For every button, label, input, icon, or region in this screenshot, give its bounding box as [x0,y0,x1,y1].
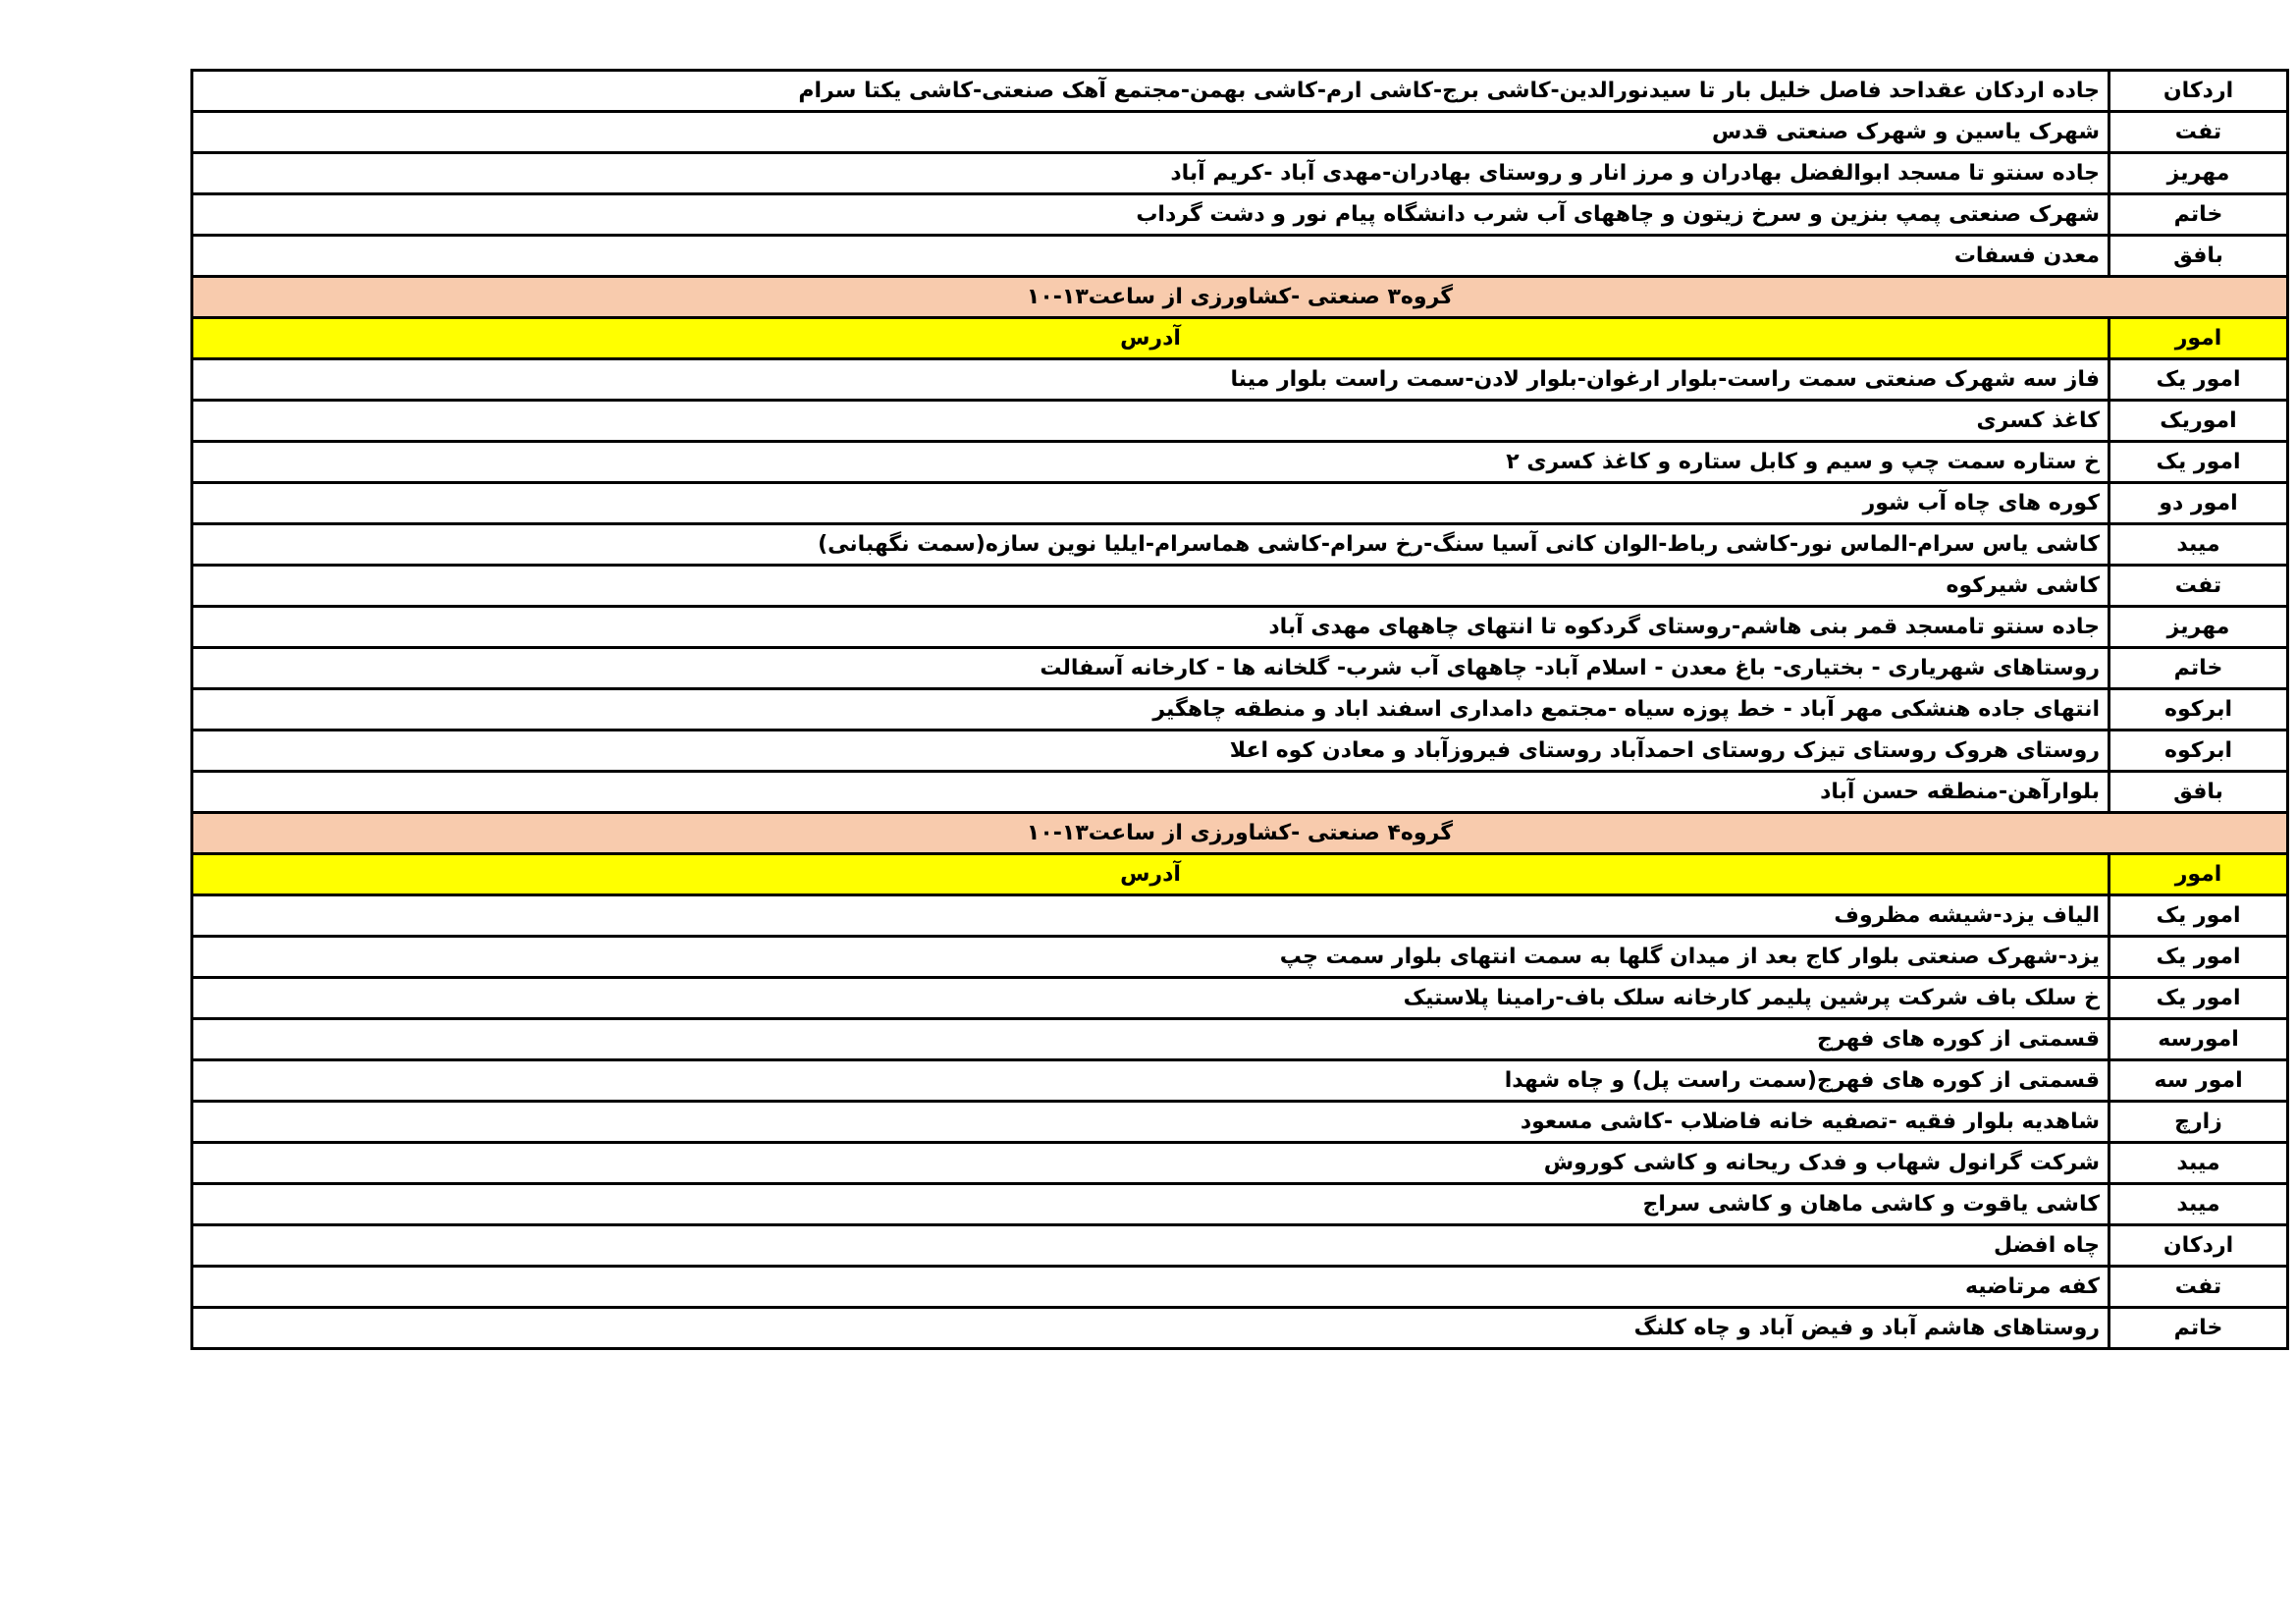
area-cell: امور یک [2109,978,2288,1019]
address-cell: معدن فسفات [192,236,2109,277]
table-row [192,648,2288,689]
address-cell: جاده اردکان عقداحد فاصل خلیل بار تا سیدنورالدین-کاشی برج-کاشی ارم-کاشی بهمن-مجتمع آهک صنعتی-کاشی یکتا سرام [192,71,2109,112]
table-row [192,112,2288,153]
column-header-address: آدرس [192,318,2109,359]
address-cell: کوره های چاه آب شور [192,483,2109,524]
area-cell: امور یک [2109,937,2288,978]
address-cell: شهرک یاسین و شهرک صنعتی قدس [192,112,2109,153]
area-cell: امورسه [2109,1019,2288,1060]
table-row [192,1184,2288,1225]
area-cell: ابرکوه [2109,731,2288,772]
address-cell: خ سلک باف شرکت پرشین پلیمر کارخانه سلک باف-رامینا پلاستیک [192,978,2109,1019]
table-row [192,359,2288,401]
schedule-body [192,71,2288,1349]
table-row [192,194,2288,236]
table-row [192,442,2288,483]
area-cell: میبد [2109,1184,2288,1225]
area-cell: اردکان [2109,71,2288,112]
area-cell: ابرکوه [2109,689,2288,731]
address-cell: خ ستاره سمت چپ و سیم و کابل ستاره و کاغذ کسری ۲ [192,442,2109,483]
outage-schedule-table [190,69,2289,1350]
area-cell: امور سه [2109,1060,2288,1102]
area-cell: تفت [2109,566,2288,607]
area-cell: بافق [2109,236,2288,277]
address-cell: شرکت گرانول شهاب و فدک ریحانه و کاشی کوروش [192,1143,2109,1184]
column-header-area: امور [2109,854,2288,895]
area-cell: بافق [2109,772,2288,813]
table-row [192,524,2288,566]
table-row [192,731,2288,772]
area-cell: خاتم [2109,1308,2288,1349]
area-cell: اردکان [2109,1225,2288,1267]
table-row [192,895,2288,937]
address-cell: کفه مرتاضیه [192,1267,2109,1308]
area-cell: میبد [2109,1143,2288,1184]
area-cell: خاتم [2109,194,2288,236]
address-cell: قسمتی از کوره های فهرج(سمت راست پل) و چاه شهدا [192,1060,2109,1102]
column-header-row [192,854,2288,895]
area-cell: اموریک [2109,401,2288,442]
address-cell: کاشی یاقوت و کاشی ماهان و کاشی سراج [192,1184,2109,1225]
table-row [192,1060,2288,1102]
group-title: گروه۳ صنعتی -کشاورزی از ساعت۱۳-۱۰ [192,277,2288,318]
table-row [192,1019,2288,1060]
address-cell: یزد-شهرک صنعتی بلوار کاج بعد از میدان گلها به سمت انتهای بلوار سمت چپ [192,937,2109,978]
table-row [192,71,2288,112]
address-cell: کاشی یاس سرام-الماس نور-کاشی رباط-الوان کانی آسیا سنگ-رخ سرام-کاشی هماسرام-ایلیا نوین سازه(سمت نگهبانی) [192,524,2109,566]
table-row [192,566,2288,607]
table-row [192,937,2288,978]
table-row [192,1225,2288,1267]
address-cell: شهرک صنعتی پمپ بنزین و سرخ زیتون و چاههای آب شرب دانشگاه پیام نور و دشت گرداب [192,194,2109,236]
table-row [192,236,2288,277]
address-cell: روستاهای هاشم آباد و فیض آباد و چاه کلنگ [192,1308,2109,1349]
address-cell: کاشی شیرکوه [192,566,2109,607]
area-cell: مهریز [2109,153,2288,194]
address-cell: روستاهای شهریاری - بختیاری- باغ معدن - اسلام آباد- چاههای آب شرب- گلخانه ها - کارخانه آسفالت [192,648,2109,689]
area-cell: امور یک [2109,895,2288,937]
area-cell: امور دو [2109,483,2288,524]
column-header-row [192,318,2288,359]
table-row [192,153,2288,194]
table-row [192,607,2288,648]
table-row [192,978,2288,1019]
group-title-row [192,813,2288,854]
area-cell: امور یک [2109,359,2288,401]
area-cell: تفت [2109,1267,2288,1308]
address-cell: روستای هروک روستای تیزک روستای احمدآباد روستای فیروزآباد و معادن کوه اعلا [192,731,2109,772]
address-cell: کاغذ کسری [192,401,2109,442]
address-cell: انتهای جاده هنشکی مهر آباد - خط پوزه سیاه -مجتمع دامداری اسفند اباد و منطقه چاهگیر [192,689,2109,731]
column-header-area: امور [2109,318,2288,359]
group-title: گروه۴ صنعتی -کشاورزی از ساعت۱۳-۱۰ [192,813,2288,854]
column-header-address: آدرس [192,854,2109,895]
address-cell: الیاف یزد-شیشه مظروف [192,895,2109,937]
table-row [192,1267,2288,1308]
address-cell: جاده سنتو تا مسجد ابوالفضل بهادران و مرز انار و روستای بهادران-مهدی آباد -کریم آباد [192,153,2109,194]
area-cell: مهریز [2109,607,2288,648]
area-cell: امور یک [2109,442,2288,483]
address-cell: فاز سه شهرک صنعتی سمت راست-بلوار ارغوان-بلوار لادن-سمت راست بلوار مینا [192,359,2109,401]
area-cell: خاتم [2109,648,2288,689]
table-row [192,1308,2288,1349]
table-row [192,1143,2288,1184]
table-row [192,401,2288,442]
address-cell: قسمتی از کوره های فهرج [192,1019,2109,1060]
address-cell: شاهدیه بلوار فقیه -تصفیه خانه فاضلاب -کاشی مسعود [192,1102,2109,1143]
group-title-row [192,277,2288,318]
address-cell: جاده سنتو تامسجد قمر بنی هاشم-روستای گردکوه تا انتهای چاههای مهدی آباد [192,607,2109,648]
area-cell: زارچ [2109,1102,2288,1143]
area-cell: میبد [2109,524,2288,566]
area-cell: تفت [2109,112,2288,153]
address-cell: چاه افضل [192,1225,2109,1267]
table-row [192,1102,2288,1143]
address-cell: بلوارآهن-منطقه حسن آباد [192,772,2109,813]
table-row [192,483,2288,524]
table-row [192,772,2288,813]
table-row [192,689,2288,731]
